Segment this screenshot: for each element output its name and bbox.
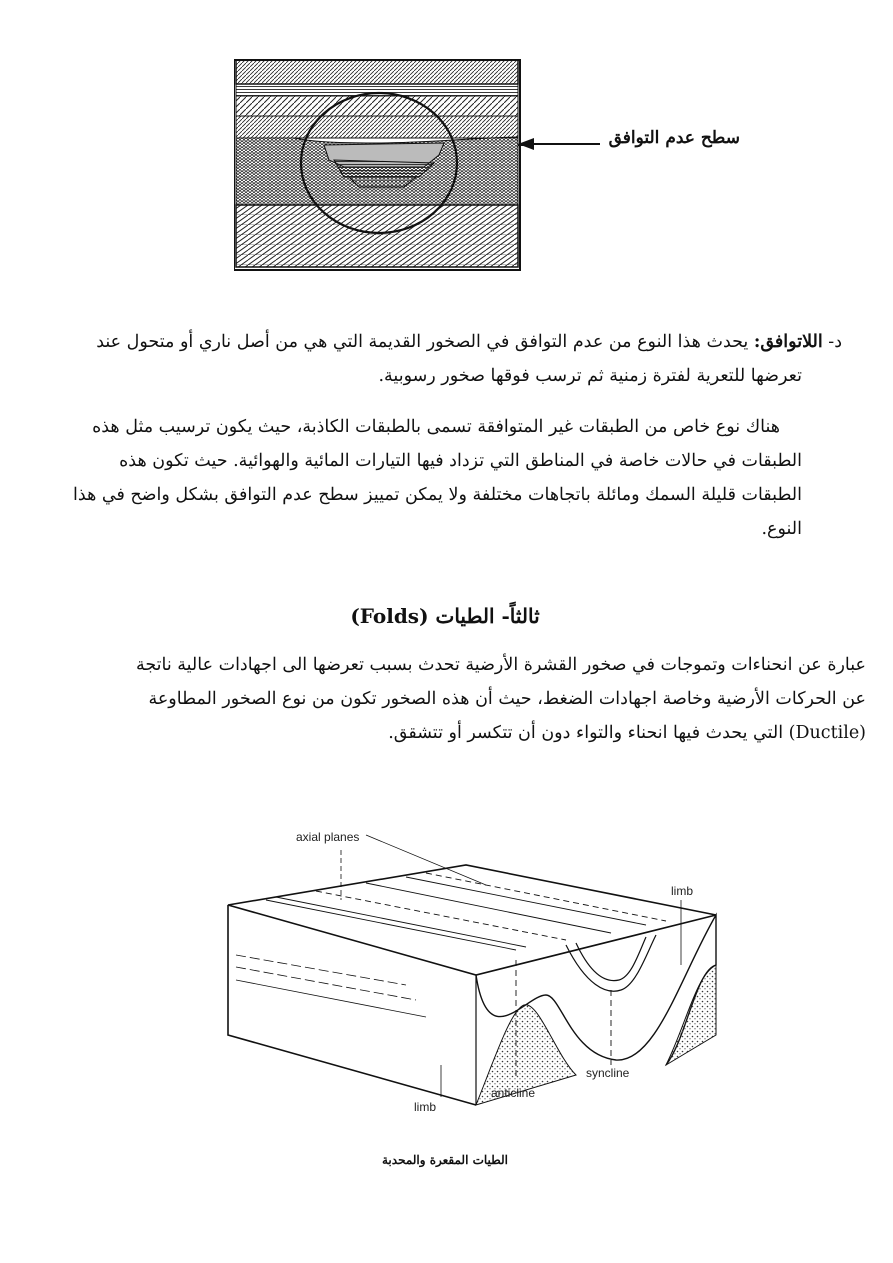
limb-right-label: limb — [671, 884, 694, 898]
limb-left-label: limb — [414, 1100, 437, 1114]
unconformity-surface-label: سطح عدم التوافق — [608, 128, 740, 148]
folds-line1: عبارة عن انحناءات وتموجات في صخور القشرة الأرضية تحدث بسبب تعرضها الى اجهادات عالية ناتجة — [135, 655, 866, 675]
folds-heading: ثالثاً- الطيات (Folds) — [350, 604, 540, 628]
folds-line2: عن الحركات الأرضية وخاصة اجهادات الضغط، حيث أن هذه الصخور تكون من نوع الصخور المطاوعة — [148, 689, 866, 709]
anticline-label: anticline — [491, 1086, 536, 1100]
false-bedding-line1: هناك نوع خاص من الطبقات غير المتوافقة تسمى بالطبقات الكاذبة، حيث يكون ترسيب مثل هذه — [92, 417, 780, 437]
false-bedding-line4: النوع. — [761, 519, 802, 539]
folds-block-diagram — [226, 825, 726, 1125]
folds-figure-caption: الطيات المقعرة والمحدبة — [382, 1153, 508, 1167]
section-d-line1 — [42, 325, 842, 359]
folds-paragraph — [30, 648, 866, 750]
folds-line3: (Ductile) التي يحدث فيها انحناء والتواء دون أن تتكسر أو تتشقق. — [388, 723, 866, 743]
false-bedding-line2: الطبقات في حالات خاصة في المناطق التي تزداد فيها التيارات المائية والهوائية. حيث تكون هذه — [119, 451, 802, 471]
syncline-label: syncline — [586, 1066, 630, 1080]
axial-planes-label: axial planes — [296, 830, 360, 844]
unconformity-figure — [234, 55, 534, 287]
section-d-prefix: د- — [822, 332, 842, 352]
section-d-term: اللاتوافق: — [753, 332, 823, 352]
false-bedding-line3: الطبقات قليلة السمك ومائلة باتجاهات مختلفة ولا يمكن تمييز سطح عدم التوافق بشكل واضح في هذا — [73, 485, 802, 505]
section-d-paragraph — [42, 325, 842, 393]
section-d-line2: تعرضها للتعرية لفترة زمنية ثم ترسب فوقها صخور رسوبية. — [378, 366, 802, 386]
false-bedding-paragraph — [42, 410, 802, 546]
section-d-line1-text: يحدث هذا النوع من عدم التوافق في الصخور القديمة التي هي من أصل ناري أو متحول عند — [96, 332, 754, 352]
